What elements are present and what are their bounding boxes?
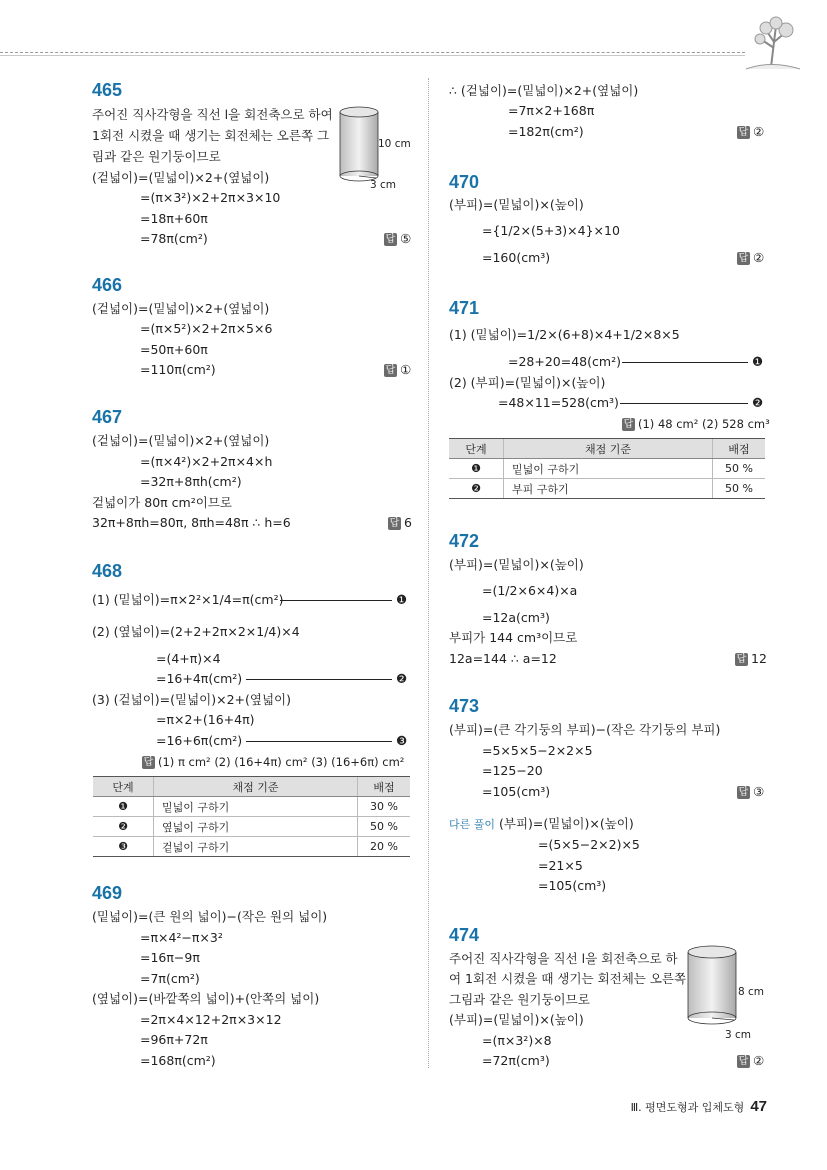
header-rule xyxy=(0,52,745,53)
p470-line: (부피)=(밑넓이)×(높이) xyxy=(449,197,584,212)
page-number: 47 xyxy=(750,1098,767,1115)
p473-line: =5×5×5−2×2×5 xyxy=(482,743,593,758)
p465-line: 림과 같은 원기둥이므로 xyxy=(92,149,221,164)
problem-number-466: 466 xyxy=(92,275,123,295)
p469-line: =2π×4×12+2π×3×12 xyxy=(140,1012,282,1027)
p470-answer-value: ② xyxy=(753,250,765,265)
p469-line: =7π(cm²) xyxy=(140,971,200,986)
page-footer xyxy=(631,1098,767,1115)
p465-line: =(π×3²)×2+2π×3×10 xyxy=(140,190,281,205)
p469-line: =π×4²−π×3² xyxy=(140,930,223,945)
fig474-height-label: 8 cm xyxy=(738,986,765,998)
p469-answer-value: ② xyxy=(753,124,765,139)
p474-line: 그림과 같은 원기둥이므로 xyxy=(449,992,590,1007)
p469-line: =7π×2+168π xyxy=(508,103,595,118)
p465-line: =18π+60π xyxy=(140,211,208,226)
table-header: 단계 xyxy=(93,777,154,797)
p468-line: (2) (옆넓이)=(2+2+2π×2×1/4)×4 xyxy=(92,624,300,639)
p466-line: (겉넓이)=(밑넓이)×2+(옆넓이) xyxy=(92,301,270,316)
leader-line xyxy=(620,403,748,404)
p473-line: =105(cm³) xyxy=(482,784,551,799)
p468-answer xyxy=(142,753,404,771)
problem-number-465: 465 xyxy=(92,80,123,100)
answer-badge: 답 xyxy=(738,253,749,264)
p472-answer-value: 12 xyxy=(751,651,767,666)
p465-line: 1회전 시켰을 때 생기는 회전체는 오른쪽 그 xyxy=(92,128,330,143)
table-row xyxy=(449,459,765,479)
problem-number-468: 468 xyxy=(92,561,123,581)
problem-number-474: 474 xyxy=(449,925,480,945)
step-marker-3: ❸ xyxy=(396,733,408,748)
p471-line: =28+20=48(cm²) xyxy=(508,354,621,369)
answer-badge: 답 xyxy=(738,787,749,798)
table-cell: ❶ xyxy=(449,459,504,479)
answer-badge: 답 xyxy=(736,654,747,665)
answer-badge: 답 xyxy=(385,234,396,245)
p474-line: 주어진 직사각형을 직선 l을 회전축으로 하 xyxy=(449,951,678,966)
p469-line: =182π(cm²) xyxy=(508,124,584,139)
p465-line: 주어진 직사각형을 직선 l을 회전축으로 하여 xyxy=(92,107,333,122)
p471-line: (1) (밑넓이)=1/2×(6+8)×4+1/2×8×5 xyxy=(449,327,680,342)
scoring-table-468 xyxy=(93,776,410,857)
p472-answer xyxy=(735,650,767,668)
p473-other-line: (부피)=(밑넓이)×(높이) xyxy=(499,816,634,831)
p467-answer xyxy=(388,514,412,532)
p472-line: =12a(cm³) xyxy=(482,610,550,625)
p465-line: =78π(cm²) xyxy=(140,231,208,246)
table-header: 채점 기준 xyxy=(504,439,713,459)
p474-line: 여 1회전 시켰을 때 생기는 회전체는 오른쪽 xyxy=(449,971,687,986)
table-cell: ❸ xyxy=(93,837,154,857)
p466-answer xyxy=(384,361,411,379)
p467-line: =(π×4²)×2+2π×4×h xyxy=(140,454,273,469)
problem-number-470: 470 xyxy=(449,172,480,192)
p470-answer xyxy=(737,249,764,267)
table-cell: 50 % xyxy=(713,479,766,499)
p473-other-solution xyxy=(449,815,634,834)
cylinder-figure-474 xyxy=(682,942,742,1034)
table-header: 채점 기준 xyxy=(154,777,358,797)
fig465-radius-label: 3 cm xyxy=(370,179,397,191)
table-row xyxy=(93,797,410,817)
p473-other-line: =21×5 xyxy=(538,858,583,873)
p473-line: =125−20 xyxy=(482,763,543,778)
table-cell: 부피 구하기 xyxy=(504,479,713,499)
p466-line: =(π×5²)×2+2π×5×6 xyxy=(140,321,273,336)
p467-line: (겉넓이)=(밑넓이)×2+(옆넓이) xyxy=(92,433,270,448)
table-header: 배점 xyxy=(358,777,411,797)
footer-label: Ⅲ. 평면도형과 입체도형 xyxy=(630,1101,745,1114)
header-rule-secondary xyxy=(0,55,745,56)
p470-line: ={1/2×(5+3)×4}×10 xyxy=(482,223,620,238)
p469-line: ∴ (겉넓이)=(밑넓이)×2+(옆넓이) xyxy=(449,83,639,98)
step-marker-2: ❷ xyxy=(752,395,764,410)
other-solution-label: 다른 풀이 xyxy=(449,818,496,831)
p474-line: =72π(cm³) xyxy=(482,1053,550,1068)
table-cell: ❷ xyxy=(449,479,504,499)
p471-answer xyxy=(622,415,770,433)
p467-line: 32π+8πh=80π, 8πh=48π ∴ h=6 xyxy=(92,515,291,530)
scoring-table-471 xyxy=(449,438,765,499)
p468-line: =(4+π)×4 xyxy=(156,651,221,666)
p474-line: =(π×3²)×8 xyxy=(482,1033,552,1048)
leader-line xyxy=(280,600,392,601)
p472-line: 12a=144 ∴ a=12 xyxy=(449,651,557,666)
p466-line: =50π+60π xyxy=(140,342,208,357)
p468-line: =16+4π(cm²) xyxy=(156,671,243,686)
table-row xyxy=(93,817,410,837)
problem-number-473: 473 xyxy=(449,696,480,716)
table-cell: 겉넓이 구하기 xyxy=(154,837,358,857)
answer-badge: 답 xyxy=(738,127,749,138)
p466-answer-value: ① xyxy=(400,362,412,377)
step-marker-1: ❶ xyxy=(396,592,408,607)
fig465-height-label: 10 cm xyxy=(378,138,411,150)
p469-line: =96π+72π xyxy=(140,1032,208,1047)
table-cell: ❶ xyxy=(93,797,154,817)
problem-number-467: 467 xyxy=(92,407,123,427)
leader-line xyxy=(622,362,748,363)
answer-badge: 답 xyxy=(389,518,400,529)
p472-line: 부피가 144 cm³이므로 xyxy=(449,630,578,645)
table-row xyxy=(449,479,765,499)
p468-line: (1) (밑넓이)=π×2²×1/4=π(cm²) xyxy=(92,592,284,607)
answer-badge: 답 xyxy=(623,419,634,430)
p473-answer-value: ③ xyxy=(753,784,765,799)
p472-line: =(1/2×6×4)×a xyxy=(482,583,578,598)
p472-line: (부피)=(밑넓이)×(높이) xyxy=(449,557,584,572)
p471-line: =48×11=528(cm³) xyxy=(498,395,619,410)
p465-answer xyxy=(384,230,411,248)
p473-line: (부피)=(큰 각기둥의 부피)−(작은 각기둥의 부피) xyxy=(449,722,721,737)
p473-answer xyxy=(737,783,764,801)
p469-answer xyxy=(737,123,764,141)
p469-line: (옆넓이)=(바깥쪽의 넓이)+(안쪽의 넓이) xyxy=(92,991,320,1006)
leader-line xyxy=(246,679,392,680)
answer-badge: 답 xyxy=(738,1056,749,1067)
leader-line xyxy=(246,741,392,742)
p465-answer-value: ⑤ xyxy=(400,231,412,246)
fig474-radius-label: 3 cm xyxy=(725,1029,752,1041)
problem-number-472: 472 xyxy=(449,531,480,551)
p474-answer-value: ② xyxy=(753,1053,765,1068)
table-cell: 30 % xyxy=(358,797,411,817)
p468-answer-value: (1) π cm² (2) (16+4π) cm² (3) (16+6π) cm² xyxy=(158,755,405,769)
problem-number-469: 469 xyxy=(92,883,123,903)
column-divider xyxy=(428,78,429,1068)
p474-answer xyxy=(737,1052,764,1070)
p469-line: =168π(cm²) xyxy=(140,1053,216,1068)
table-cell: 옆넓이 구하기 xyxy=(154,817,358,837)
p467-line: 겉넓이가 80π cm²이므로 xyxy=(92,495,232,510)
tree-illustration-icon xyxy=(736,12,806,72)
table-cell: 밑넓이 구하기 xyxy=(504,459,713,479)
p471-answer-value: (1) 48 cm² (2) 528 cm³ xyxy=(638,417,770,431)
table-cell: 50 % xyxy=(713,459,766,479)
answer-badge: 답 xyxy=(385,365,396,376)
p468-line: =π×2+(16+4π) xyxy=(156,712,255,727)
p470-line: =160(cm³) xyxy=(482,250,551,265)
table-header: 배점 xyxy=(713,439,766,459)
table-cell: 20 % xyxy=(358,837,411,857)
table-cell: 50 % xyxy=(358,817,411,837)
answer-badge: 답 xyxy=(143,757,154,768)
p468-line: (3) (겉넓이)=(밑넓이)×2+(옆넓이) xyxy=(92,692,291,707)
step-marker-1: ❶ xyxy=(752,354,764,369)
table-cell: 밑넓이 구하기 xyxy=(154,797,358,817)
p469-line: =16π−9π xyxy=(140,950,200,965)
p468-line: =16+6π(cm²) xyxy=(156,733,243,748)
p467-answer-value: 6 xyxy=(404,515,412,530)
table-cell: ❷ xyxy=(93,817,154,837)
p473-other-line: =(5×5−2×2)×5 xyxy=(538,837,640,852)
table-header: 단계 xyxy=(449,439,504,459)
p469-line: (밑넓이)=(큰 원의 넓이)−(작은 원의 넓이) xyxy=(92,909,328,924)
p467-line: =32π+8πh(cm²) xyxy=(140,474,242,489)
step-marker-2: ❷ xyxy=(396,671,408,686)
p473-other-line: =105(cm³) xyxy=(538,878,607,893)
p474-line: (부피)=(밑넓이)×(높이) xyxy=(449,1012,584,1027)
p466-line: =110π(cm²) xyxy=(140,362,216,377)
p465-line: (겉넓이)=(밑넓이)×2+(옆넓이) xyxy=(92,170,270,185)
table-row xyxy=(93,837,410,857)
problem-number-471: 471 xyxy=(449,298,480,318)
p471-line: (2) (부피)=(밑넓이)×(높이) xyxy=(449,375,606,390)
